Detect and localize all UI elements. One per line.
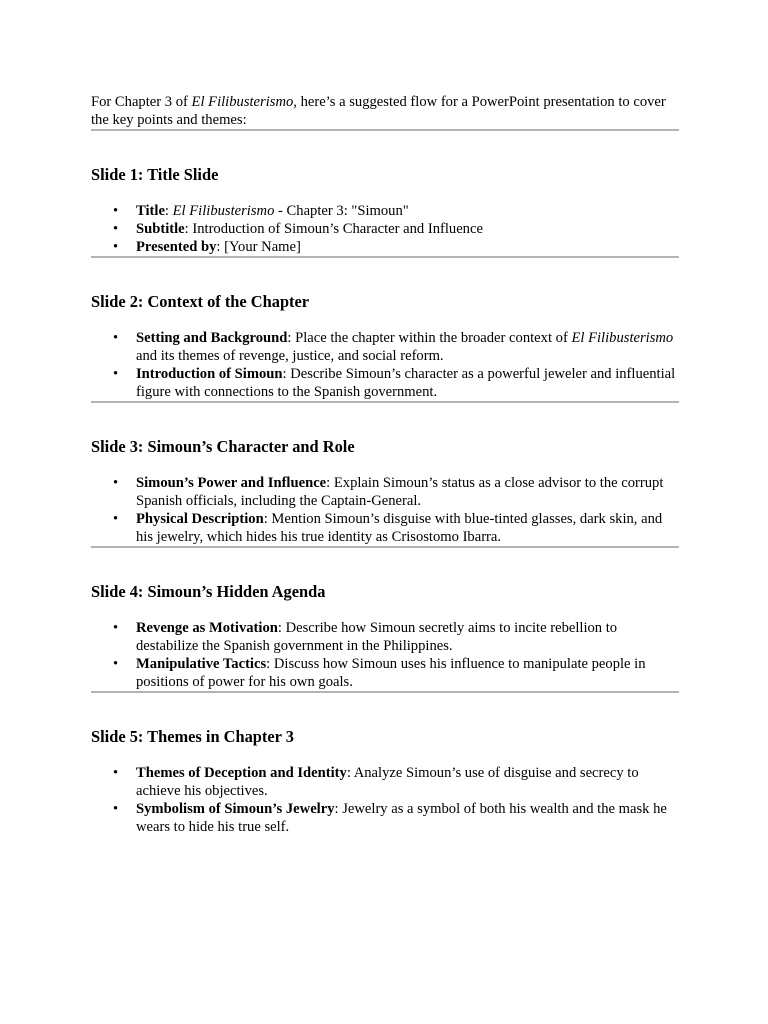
- bullet-icon: •: [113, 765, 119, 781]
- slide-section-1: [91, 165, 679, 258]
- bullet-list: [91, 764, 679, 836]
- item-term: Title: [136, 203, 165, 219]
- bullet-list: [91, 619, 679, 691]
- item-separator: :: [282, 366, 291, 382]
- divider: [91, 401, 679, 403]
- list-item: [113, 800, 679, 836]
- list-item: [113, 365, 679, 401]
- slide-section-4: [91, 582, 679, 693]
- document-page: [91, 93, 679, 836]
- slide-heading: Slide 4: Simoun’s Hidden Agenda: [91, 582, 326, 601]
- item-separator: :: [184, 221, 193, 237]
- item-separator: :: [326, 475, 334, 491]
- bullet-icon: •: [113, 203, 119, 219]
- item-term: Presented by: [136, 239, 217, 255]
- item-pre: Place the chapter within the broader context of: [295, 330, 572, 346]
- item-separator: :: [263, 511, 272, 527]
- item-term: Themes of Deception and Identity: [136, 765, 347, 781]
- item-italic: El Filibusterismo: [172, 203, 275, 219]
- item-term: Introduction of Simoun: [136, 366, 283, 382]
- bullet-list: [91, 474, 679, 546]
- bullet-icon: •: [113, 239, 119, 255]
- list-item: [113, 329, 679, 365]
- list-item: [113, 202, 679, 220]
- item-term: Subtitle: [136, 221, 185, 237]
- item-text: Describe how Simoun secretly aims to incite rebellion to destabilize the Spanish government in the Philippines.: [136, 620, 618, 654]
- item-separator: :: [334, 801, 343, 817]
- item-text: Mention Simoun’s disguise with blue-tinted glasses, dark skin, and his jewelry, which hides his true identity as Crisostomo Ibarra.: [136, 511, 663, 545]
- bullet-icon: •: [113, 475, 119, 491]
- item-separator: :: [346, 765, 354, 781]
- list-item: [113, 220, 679, 238]
- intro-book-title: El Filibusterismo: [191, 94, 294, 110]
- item-separator: :: [266, 656, 274, 672]
- list-item: [113, 238, 679, 256]
- item-text: [Your Name]: [224, 239, 301, 255]
- item-term: Simoun’s Power and Influence: [136, 475, 327, 491]
- item-term: Physical Description: [136, 511, 264, 527]
- bullet-icon: •: [113, 801, 119, 817]
- list-item: [113, 764, 679, 800]
- item-separator: :: [164, 203, 173, 219]
- item-text: Introduction of Simoun’s Character and Influence: [192, 221, 483, 237]
- item-text: Jewelry as a symbol of both his wealth and the mask he wears to hide his true self.: [136, 801, 667, 835]
- item-text: and its themes of revenge, justice, and social reform.: [136, 348, 444, 364]
- list-item: [113, 474, 679, 510]
- bullet-icon: •: [113, 511, 119, 527]
- item-text: - Chapter 3: "Simoun": [274, 203, 409, 219]
- slide-section-5: [91, 727, 679, 836]
- bullet-list: [91, 329, 679, 401]
- item-text: Explain Simoun’s status as a close advisor to the corrupt Spanish officials, including the Captain-General.: [136, 475, 664, 509]
- bullet-icon: •: [113, 620, 119, 636]
- slide-section-3: [91, 437, 679, 548]
- bullet-icon: •: [113, 366, 119, 382]
- list-item: [113, 619, 679, 655]
- divider: [91, 129, 679, 131]
- item-separator: :: [216, 239, 225, 255]
- list-item: [113, 510, 679, 546]
- list-item: [113, 655, 679, 691]
- item-separator: :: [287, 330, 296, 346]
- item-term: Revenge as Motivation: [136, 620, 278, 636]
- divider: [91, 256, 679, 258]
- slide-heading: Slide 2: Context of the Chapter: [91, 292, 310, 311]
- slide-heading: Slide 3: Simoun’s Character and Role: [91, 437, 355, 456]
- intro-paragraph: [91, 93, 679, 129]
- divider: [91, 691, 679, 693]
- intro-suffix: , here’s a suggested flow for a PowerPoint presentation to cover the key points and themes:: [91, 94, 666, 128]
- bullet-icon: •: [113, 221, 119, 237]
- item-italic: El Filibusterismo: [571, 330, 674, 346]
- slide-heading: Slide 5: Themes in Chapter 3: [91, 727, 294, 746]
- bullet-icon: •: [113, 656, 119, 672]
- item-term: Setting and Background: [136, 330, 288, 346]
- item-term: Symbolism of Simoun’s Jewelry: [136, 801, 335, 817]
- item-text: Discuss how Simoun uses his influence to manipulate people in positions of power for his own goals.: [136, 656, 646, 690]
- item-text: Analyze Simoun’s use of disguise and secrecy to achieve his objectives.: [136, 765, 639, 799]
- item-term: Manipulative Tactics: [136, 656, 267, 672]
- item-separator: :: [277, 620, 286, 636]
- slide-heading: Slide 1: Title Slide: [91, 165, 219, 184]
- bullet-icon: •: [113, 330, 119, 346]
- divider: [91, 546, 679, 548]
- intro-prefix: For Chapter 3 of: [91, 94, 192, 110]
- bullet-list: [91, 202, 679, 256]
- slide-section-2: [91, 292, 679, 403]
- item-text: Describe Simoun’s character as a powerful jeweler and influential figure with connections to the Spanish government.: [136, 366, 676, 400]
